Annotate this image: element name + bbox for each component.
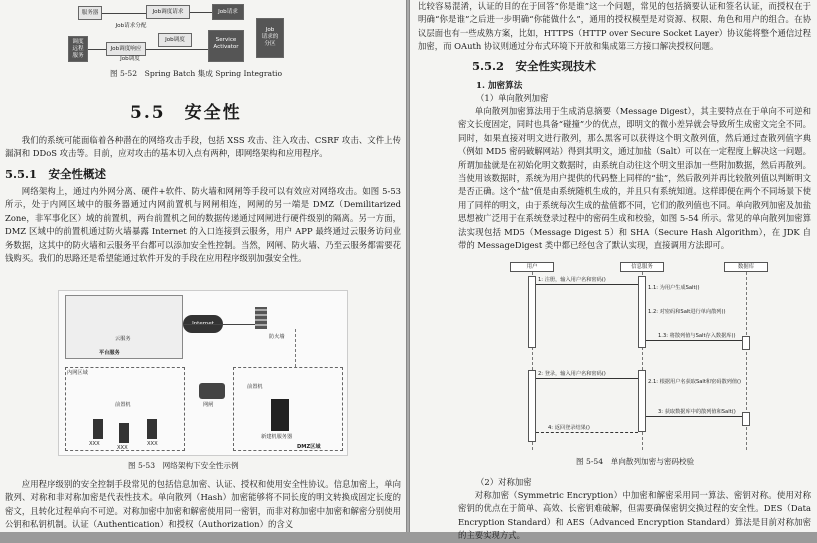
fig52-box: Job调度响应 [106, 42, 146, 56]
server-icon [147, 419, 157, 439]
seq-message: 4: 返回登录结果() [548, 425, 590, 431]
left-page [0, 0, 406, 532]
overview-paragraph: 网络架构上，通过内外网分离、硬件+软件、防火墙和网闸等手段可以有效应对网络攻击。如图 5-53 所示，处于内网区域中的服务器通过内网前置机与网闸相连，网闸的另一端是 DMZ（Demilitarized Zone，非军事化区）域的前置机，两台前置机之间的数据传递通过网闸进行硬件级别的隔离。另一方面，DMZ 区域中的前置机通过防火墙暴露 Internet 的入口连接到云服务，用户 APP 最终通过云服务访问业务数据，这其中的防火墙和云服务平台都可以添加安全性控制。当然，网闸、防火墙、乃至云服务都需要花钱购买。我们的思路还是希望能通过软件开发的手段在应用程序级别加强安全性。 [5, 186, 401, 264]
server-icon [119, 423, 129, 443]
cloud-area [65, 295, 183, 359]
fig52-box: 调度 远程 服务 [68, 36, 88, 62]
fig53-label: 网闸 [203, 402, 214, 408]
server-icon [93, 419, 103, 439]
fig53-label: 云服务 [115, 336, 131, 342]
lane-db: 数据库 [724, 262, 768, 272]
right-page [410, 0, 817, 541]
subsection-title: 5.5.2 安全性实现技术 [472, 59, 597, 73]
figure-5-54 [498, 262, 782, 450]
seq-message: 2: 登录，输入用户名和密码() [538, 371, 606, 377]
fig52-box: Service Activator [208, 30, 244, 62]
figure-caption: 图 5-54 单向散列加密与密码校验 [576, 457, 695, 466]
fig53-label: 新建机服务器 [261, 434, 293, 440]
fig52-box: Job调度 [158, 33, 192, 47]
symmetric-paragraph: 对称加密（Symmetric Encryption）中加密和解密采用同一算法、密钥对称。使用对称密钥的优点在于简单、高效、长密钥难破解，但需要确保密钥交换过程的安全性。DES（Data Encryption Standard）和 AES（Advanced Encryption Standard）算法是目前对称加密的主要实现方式。 [458, 490, 811, 541]
fig53-label: 防火墙 [269, 334, 285, 340]
section-title: 5.5 安全性 [130, 103, 242, 123]
figure-5-53 [58, 290, 348, 456]
seq-message: 1: 注册，输入用户名和密码() [538, 277, 606, 283]
heading-symmetric: （2）对称加密 [476, 477, 532, 487]
intro-paragraph: 我们的系统可能面临着各种潜在的网络攻击手段，包括 XSS 攻击、注入攻击、CSRF 攻击、文件上传漏洞和 DDoS 攻击等。目前，应对攻击的基本切入点有两种，即网络架构和应用程序。 [5, 135, 401, 159]
fig53-label: 前置机 [115, 402, 131, 408]
seq-message: 1.2: 对密码和Salt进行单向散列() [648, 309, 726, 315]
fig53-label: XXX [117, 445, 128, 451]
heading-hash: （1）单向散列加密 [476, 93, 549, 103]
firewall-icon [255, 307, 267, 329]
heading-encryption: 1. 加密算法 [476, 81, 523, 91]
lane-service: 信息服务 [620, 262, 664, 272]
fig52-box: Job调度请求 [146, 5, 190, 19]
fig52-box: Job请求分配 [115, 23, 147, 29]
cloud-icon: Internet [183, 315, 223, 333]
fig53-label: 平台服务 [99, 350, 120, 356]
fig52-box: 服务器 [78, 6, 102, 20]
top-paragraph: 比较容易混淆，认证的目的在于回答“你是谁”这一个问题，常见的包括摘要认证和签名认证，而授权在于明确“你是谁”之后进一步明确“你能做什么”，通用的授权模型是对资源、权限、角色和用户的组合。在协议层面也有一些成熟方案，比如，HTTPS（HTTP over Secure Socket Layer）协议能将整个通信过程加密，而 OAuth 协议则通过分布式环境下开放和集成第三方接口解决授权问题。 [418, 1, 811, 52]
seq-message: 1.1: 为用户生成Salt() [648, 285, 700, 291]
fig53-label: DMZ区域 [297, 444, 321, 450]
fig52-box: Job请求 [212, 4, 244, 20]
subsection-title: 5.5.1 安全性概述 [5, 167, 107, 181]
figure-caption: 图 5-52 Spring Batch 集成 Spring Integratio [110, 69, 283, 78]
fig52-box: Job 请求的 分区 [256, 18, 284, 58]
seq-message: 3: 获取数据库中的散列值和Salt() [658, 409, 736, 415]
bottom-paragraph: 应用程序级别的安全控制手段常见的包括信息加密、认证、授权和使用安全性协议。信息加密上，单向散列、对称和非对称加密是代表性技术。单向散列（Hash）加密能够将不同长度的明文转换成固定长度的密文，且转化过程单向不可逆。对称加密中加密和解密使用同一密钥，而非对称加密中加密和解密分别使用公钥和私钥机制。认证（Authentication）和授权（Authorization）的含义 [5, 479, 401, 530]
fig53-label: 内网区域 [67, 370, 88, 376]
fig53-label: 前置机 [247, 384, 263, 390]
gateway-icon [199, 383, 225, 399]
hash-paragraph: 单向散列加密算法用于生成消息摘要（Message Digest），其主要特点在于单向不可逆和密文长度固定，同时也具备“碰撞”少的优点，即明文的微小差异就会导致所生成密文完全不同。同时，如果直接对明文进行散列，那么黑客可以获得这个明文散列值，然后通过查散列值字典（例如 MD5 密码破解网站）得到其明文，通过加盐（Salt）可以在一定程度上解决这一问题。所谓加盐就是在初始化明文数据时，由系统自动往这个明文里添加一些附加数据，然后再散列。当使用该数据时，系统为用户提供的代码整上同样的“盐”，然后散列并再比较散列值以判断明文是否正确。这个“盐”值是由系统随机生成的，并且只有系统知道。这样即便在两个不同场景下使用了同样的明文，由于系统每次生成的盐值都不同，它们的散列值也不同。单向散列加密及加盐思想被广泛用于在系统登录过程中的密码生成和校验，如图 5-54 所示。常见的单向散列加密算法实现包括 MD5（Message Digest 5）和 SHA（Secure Hash Algorithm），在 JDK 自带的 MessageDigest 类中都已经包含了默认实现，直接调用方法即可。 [458, 106, 811, 251]
fig53-label: XXX [89, 441, 100, 447]
server-icon [271, 399, 289, 431]
fig52-box: Job调度 [120, 56, 140, 62]
seq-message: 2.1: 根据用户名获取Salt和密码散列值() [648, 379, 742, 385]
fig53-label: XXX [147, 441, 158, 447]
lane-user: 用户 [510, 262, 554, 272]
seq-message: 1.3: 将散列值与Salt存入数据库() [658, 333, 736, 339]
figure-caption: 图 5-53 网络架构下安全性示例 [128, 461, 239, 470]
